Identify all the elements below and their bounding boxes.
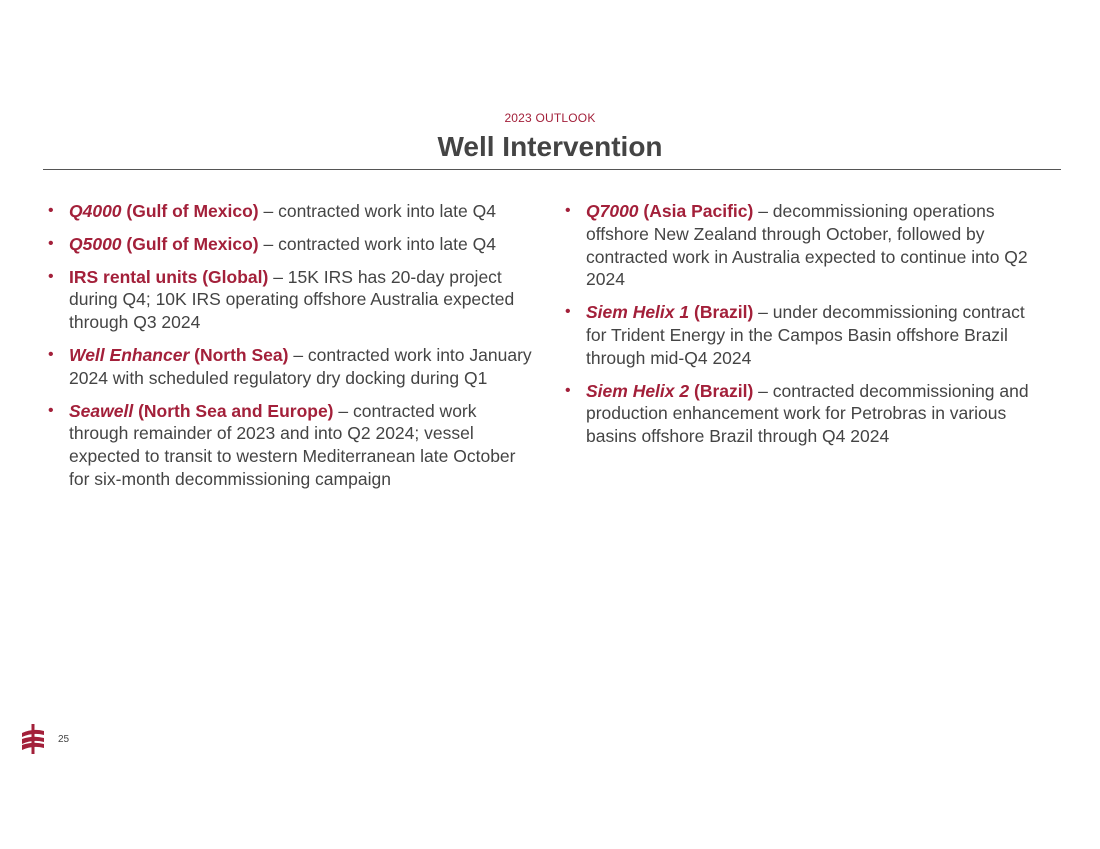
vessel-region: (Gulf of Mexico) — [121, 233, 259, 254]
title-divider — [43, 169, 1061, 170]
item-text: – decommissioning operations offshore New Zealand through October, followed by contracted work in Australia expected to continue into Q2 2024 — [586, 201, 1028, 290]
bullet-icon: • — [565, 381, 571, 399]
item-text: – contracted work into late Q4 — [258, 201, 496, 221]
item-text: – under decommissioning contract for Trident Energy in the Campos Basin offshore Brazil through mid-Q4 2024 — [586, 302, 1025, 368]
left-bullet-list — [48, 200, 540, 501]
vessel-name: Q5000 — [69, 233, 122, 254]
page-title: Well Intervention — [437, 131, 663, 162]
bullet-icon: • — [565, 303, 571, 321]
list-item — [48, 400, 540, 491]
item-text: – contracted work through remainder of 2023 and into Q2 2024; vessel expected to transit to western Mediterranean late October for six-month decommissioning campaign — [69, 400, 516, 489]
bullet-icon: • — [48, 267, 54, 285]
vessel-region: (Gulf of Mexico) — [121, 201, 259, 221]
bullet-icon: • — [565, 202, 571, 219]
right-bullet-list — [565, 200, 1045, 458]
item-text: – contracted work into January 2024 with scheduled regulatory dry docking during Q1 — [69, 344, 532, 388]
bullet-icon: • — [48, 202, 54, 219]
list-item — [48, 200, 540, 223]
list-item — [48, 344, 540, 390]
vessel-region: (Brazil) — [689, 302, 754, 323]
list-item — [565, 200, 1045, 291]
vessel-region: IRS rental units (Global) — [69, 266, 269, 287]
helix-logo-icon — [20, 724, 46, 754]
vessel-region: (Asia Pacific) — [638, 201, 754, 221]
list-item — [565, 380, 1045, 448]
bullet-icon: • — [48, 234, 54, 252]
vessel-name: Siem Helix 2 — [586, 380, 690, 401]
item-text: – contracted work into late Q4 — [258, 233, 496, 254]
section-eyebrow: 2023 OUTLOOK — [504, 111, 596, 125]
page-number: 25 — [58, 734, 70, 745]
list-item — [48, 233, 540, 256]
vessel-name: Seawell — [69, 400, 134, 421]
vessel-name: Siem Helix 1 — [586, 302, 690, 323]
vessel-region: (North Sea and Europe) — [133, 400, 334, 421]
vessel-name: Q4000 — [69, 201, 122, 221]
vessel-name: Q7000 — [586, 201, 639, 221]
bullet-icon: • — [48, 345, 54, 363]
vessel-region: (Brazil) — [689, 380, 754, 401]
vessel-region: (North Sea) — [189, 344, 289, 365]
bullet-icon: • — [48, 401, 54, 419]
list-item — [565, 301, 1045, 369]
item-text: – 15K IRS has 20-day project during Q4; 10K IRS operating offshore Australia expected through Q3 2024 — [69, 266, 515, 333]
vessel-name: Well Enhancer — [69, 344, 190, 365]
list-item — [48, 266, 540, 334]
item-text: – contracted decommissioning and production enhancement work for Petrobras in various basins offshore Brazil through Q4 2024 — [586, 380, 1029, 447]
